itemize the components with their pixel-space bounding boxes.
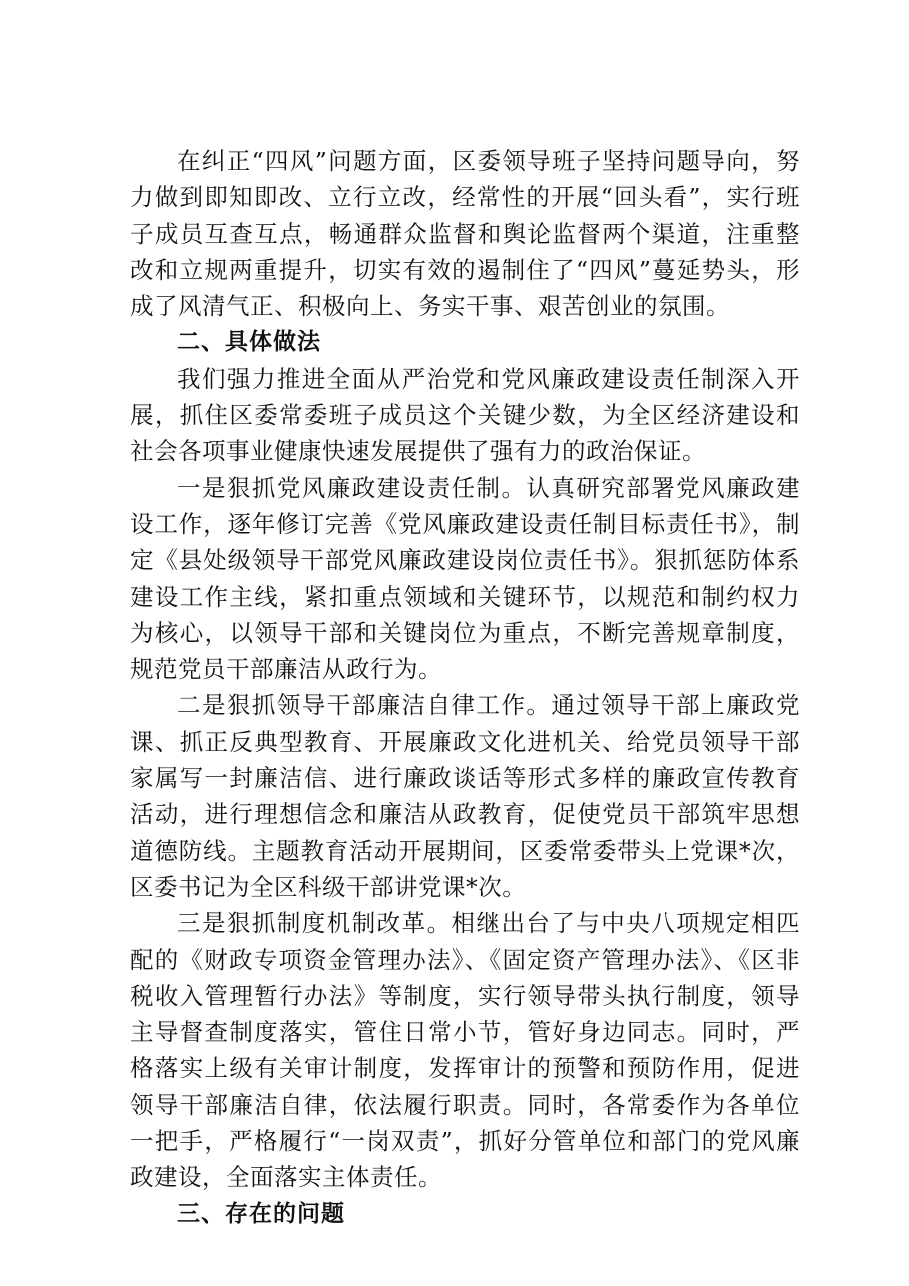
document-page: [130, 143, 800, 1232]
paragraph-four-winds: 在纠正“四风”问题方面，区委领导班子坚持问题导向，努力做到即知即改、立行立改，经常性的开展“回头看”，实行班子成员互查互点，畅通群众监督和舆论监督两个渠道，注重整改和立规两重提升，切实有效的遏制住了“四风”蔓延势头，形成了风清气正、积极向上、务实干事、艰苦创业的氛围。: [130, 147, 800, 321]
paragraph-institutional-reform: 三是狠抓制度机制改革。相继出台了与中央八项规定相匹配的《财政专项资金管理办法》、《固定资产管理办法》、《区非税收入管理暂行办法》等制度，实行领导带头执行制度，领导主导督查制度落实，管住日常小节，管好身边同志。同时，严格落实上级有关审计制度，发挥审计的预警和预防作用，促进领导干部廉洁自律，依法履行职责。同时，各常委作为各单位一把手，严格履行“一岗双责”，抓好分管单位和部门的党风廉政建设，全面落实主体责任。: [130, 909, 800, 1192]
paragraph-overview: 我们强力推进全面从严治党和党风廉政建设责任制深入开展，抓住区委常委班子成员这个关键少数，为全区经济建设和社会各项事业健康快速发展提供了强有力的政治保证。: [130, 364, 800, 466]
paragraph-self-discipline: 二是狠抓领导干部廉洁自律工作。通过领导干部上廉政党课、抓正反典型教育、开展廉政文化进机关、给党员领导干部家属写一封廉洁信、进行廉政谈话等形式多样的廉政宣传教育活动，进行理想信念和廉洁从政教育，促使党员干部筑牢思想道德防线。主题教育活动开展期间，区委常委带头上党课*次，区委书记为全区科级干部讲党课*次。: [130, 691, 800, 901]
section-heading-existing-problems: 三、存在的问题: [177, 1200, 345, 1227]
paragraph-responsibility-system: 一是狠抓党风廉政建设责任制。认真研究部署党风廉政建设工作，逐年修订完善《党风廉政建设责任制目标责任书》，制定《县处级领导干部党风廉政建设岗位责任书》。狠抓惩防体系建设工作主线，紧扣重点领域和关键环节，以规范和制约权力为核心，以领导干部和关键岗位为重点，不断完善规章制度，规范党员干部廉洁从政行为。: [130, 473, 800, 684]
section-heading-specific-practices: 二、具体做法: [177, 329, 321, 356]
